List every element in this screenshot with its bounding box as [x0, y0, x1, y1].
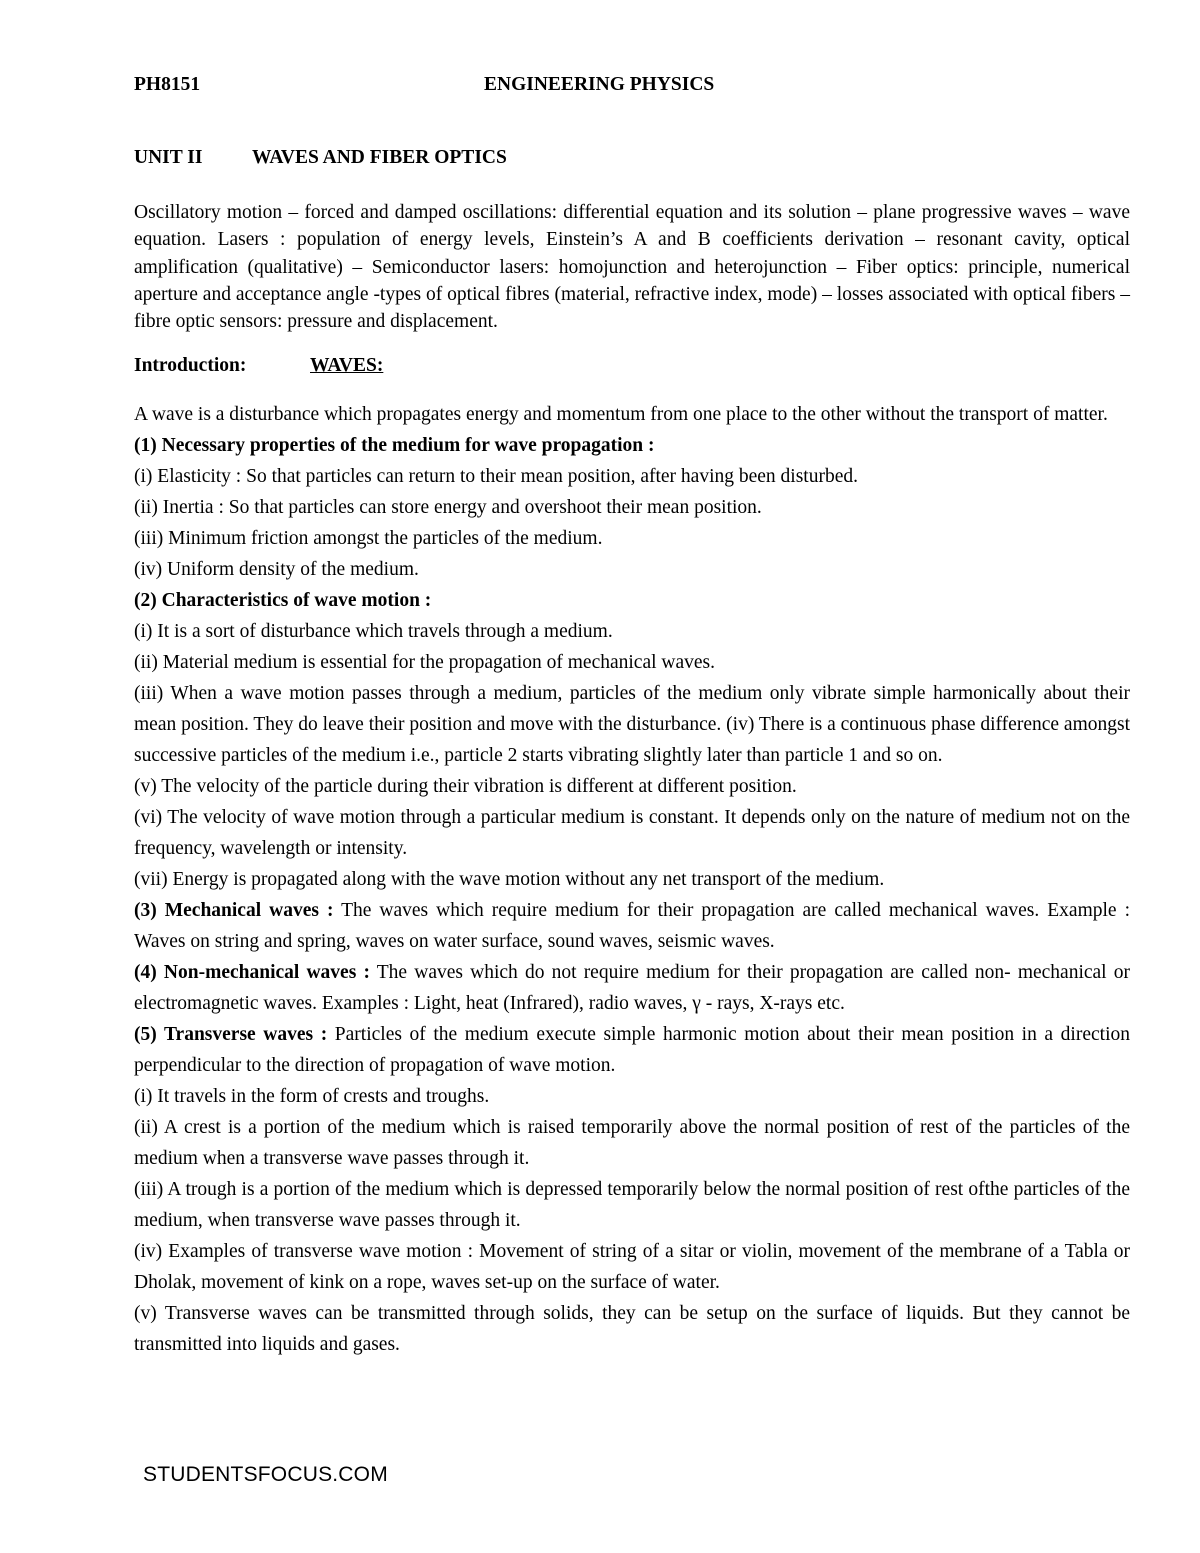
section4-heading: (4) Non-mechanical waves : — [134, 962, 370, 984]
syllabus-paragraph: Oscillatory motion – forced and damped oscillations: differential equation and its solution – plane progressive waves – wave equation. Lasers : population of energy levels, Einstein’s A and B coefficients derivation – resonant cavity, optical amplification (qualitative) – Semiconductor lasers: homojunction and heterojunction – Fiber optics: principle, numerical aperture and acceptance angle -types of optical fibres (material, refractive index, mode) – losses associated with optical fibers – fibre optic sensors: pressure and displacement. — [134, 202, 1130, 333]
unit-title: WAVES AND FIBER OPTICS — [252, 147, 507, 168]
section3-heading: (3) Mechanical waves : — [134, 900, 334, 922]
section4-text: The waves which do not require medium for their propagation are called non- mechanical or electromagnetic waves. Examples : Light, heat (Infrared), radio waves, γ - rays, X-rays etc. — [134, 962, 1130, 1015]
page-header — [134, 74, 1130, 102]
introduction-label: Introduction: — [134, 355, 247, 377]
body-text — [134, 399, 1130, 1360]
section2-item: (i) It is a sort of disturbance which travels through a medium. — [134, 621, 613, 643]
section1-heading: (1) Necessary properties of the medium for wave propagation : — [134, 435, 655, 457]
unit-label: UNIT II — [134, 147, 203, 168]
section5-item: (iv) Examples of transverse wave motion : Movement of string of a sitar or violin, movement of the membrane of a Tabla or Dholak, movement of kink on a rope, waves set-up on the surface of water. — [134, 1241, 1130, 1294]
course-title: ENGINEERING PHYSICS — [484, 74, 715, 95]
section5-item: (i) It travels in the form of crests and troughs. — [134, 1086, 490, 1108]
section1-item: (iv) Uniform density of the medium. — [134, 559, 419, 581]
section3-text: The waves which require medium for their propagation are called mechanical waves. Example : Waves on string and spring, waves on water surface, sound waves, seismic waves. — [134, 900, 1130, 953]
wave-definition: A wave is a disturbance which propagates energy and momentum from one place to the other without the transport of matter. — [134, 404, 1108, 426]
course-code: PH8151 — [134, 74, 201, 95]
section3-paragraph — [134, 895, 1130, 957]
content — [134, 199, 1130, 1360]
section1-item: (iii) Minimum friction amongst the particles of the medium. — [134, 528, 603, 550]
section5-paragraph — [134, 1019, 1130, 1081]
section5-heading: (5) Transverse waves : — [134, 1024, 328, 1046]
section2-item: (ii) Material medium is essential for the propagation of mechanical waves. — [134, 652, 716, 674]
unit-heading — [134, 147, 507, 169]
section2-heading: (2) Characteristics of wave motion : — [134, 590, 432, 612]
watermark: STUDENTSFOCUS.COM — [143, 1463, 388, 1486]
section2-item: (vi) The velocity of wave motion through a particular medium is constant. It depends only on the nature of medium not on the frequency, wavelength or intensity. — [134, 807, 1130, 860]
section5-item: (v) Transverse waves can be transmitted through solids, they can be setup on the surface of liquids. But they cannot be transmitted into liquids and gases. — [134, 1303, 1130, 1356]
section2-item: (vii) Energy is propagated along with the wave motion without any net transport of the medium. — [134, 869, 885, 891]
waves-heading: WAVES: — [310, 355, 384, 377]
section2-item: (iii) When a wave motion passes through a medium, particles of the medium only vibrate simple harmonically about their mean position. They do leave their position and move with the disturbance. (iv) There is a continuous phase difference amongst successive particles of the medium i.e., particle 2 starts vibrating slightly later than particle 1 and so on. — [134, 683, 1130, 767]
section4-paragraph — [134, 957, 1130, 1019]
section5-text: Particles of the medium execute simple harmonic motion about their mean position in a direction perpendicular to the direction of propagation of wave motion. — [134, 1024, 1130, 1077]
introduction-heading — [134, 355, 1130, 399]
section5-item: (ii) A crest is a portion of the medium which is raised temporarily above the normal position of rest of the particles of the medium when a transverse wave passes through it. — [134, 1117, 1130, 1170]
section1-item: (ii) Inertia : So that particles can store energy and overshoot their mean position. — [134, 497, 762, 519]
section2-item: (v) The velocity of the particle during their vibration is different at different position. — [134, 776, 797, 798]
section1-item: (i) Elasticity : So that particles can return to their mean position, after having been disturbed. — [134, 466, 858, 488]
section5-item: (iii) A trough is a portion of the medium which is depressed temporarily below the normal position of rest ofthe particles of the medium, when transverse wave passes through it. — [134, 1179, 1130, 1232]
